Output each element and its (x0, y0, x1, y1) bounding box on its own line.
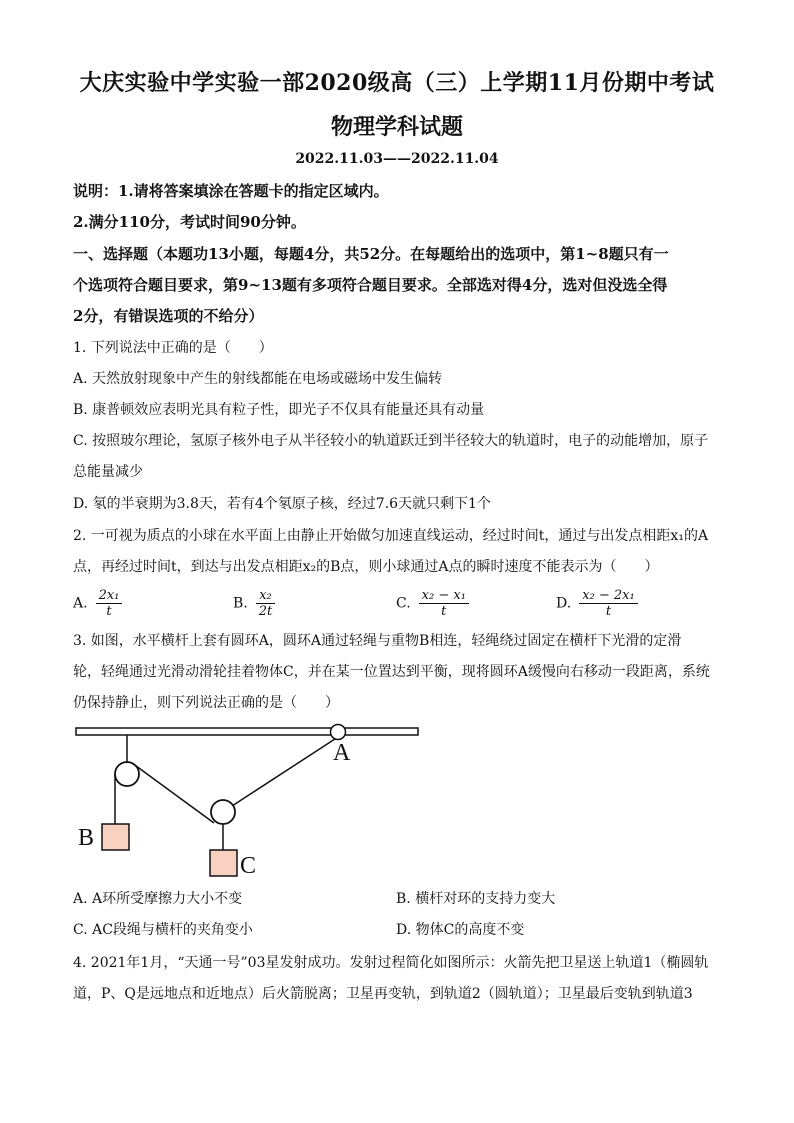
object-c (210, 850, 237, 876)
q2-option-b-fraction: $\frac{\text{x₂}}{2t}$ (256, 588, 276, 619)
q3-line-1: 3. 如图，水平横杆上套有圆环A，圆环A通过轻绳与重物B相连，轻绳绕过固定在横杆下光滑的定滑 (73, 633, 682, 649)
section-header-line-3: 2分，有错误选项的不给分） (73, 307, 264, 325)
q2-option-c-label: C. (396, 595, 411, 612)
q3-option-b: B. 横杆对环的支持力变大 (396, 891, 556, 907)
label-a: A (333, 740, 351, 766)
q2-option-c (396, 588, 469, 619)
rope-left (132, 763, 214, 823)
q2-line-2: 点，再经过时间t，到达与出发点相距x₂的B点，则小球通过A点的瞬时速度不能表示为（ ） (73, 559, 659, 575)
q3-line-2: 轮，轻绳通过光滑动滑轮挂着物体C，并在某一位置达到平衡，现将圆环A缓慢向右移动一段距离，系统 (73, 664, 710, 680)
horizontal-bar (76, 728, 418, 735)
q3-line-3: 仍保持静止，则下列说法正确的是（ ） (73, 695, 339, 711)
label-c: C (240, 853, 257, 879)
note-line-2: 2.满分110分，考试时间90分钟。 (73, 213, 306, 231)
q1-option-a: A. 天然放射现象中产生的射线都能在电场或磁场中发生偏转 (73, 371, 443, 387)
q4-line-1: 4. 2021年1月，“天通一号”03星发射成功。发射过程简化如图所示：火箭先把卫星送上轨道1（椭圆轨 (73, 955, 709, 971)
exam-title: 大庆实验中学实验一部2020级高（三）上学期11月份期中考试 (79, 70, 715, 96)
q1-option-c-line-1: C. 按照玻尔理论，氢原子核外电子从半径较小的轨道跃迁到半径较大的轨道时，电子的动能增加，原子 (73, 433, 709, 449)
q2-option-b (233, 588, 275, 619)
q3-option-a: A. A环所受摩擦力大小不变 (73, 891, 243, 907)
exam-subject: 物理学科试题 (330, 114, 463, 140)
section-header-line-1: 一、选择题（本题功13小题，每题4分，共52分。在每题给出的选项中，第1~8题只有一 (73, 245, 669, 263)
section-header-line-2: 个选项符合题目要求，第9~13题有多项符合题目要求。全部选对得4分，选对但没选全得 (73, 276, 668, 294)
movable-pulley (211, 800, 235, 824)
q1-option-d: D. 氡的半衰期为3.8天，若有4个氡原子核，经过7.6天就只剩下1个 (73, 496, 491, 512)
q1-option-b: B. 康普顿效应表明光具有粒子性，即光子不仅具有能量还具有动量 (73, 402, 485, 418)
ring-a (331, 725, 346, 740)
q4-line-2: 道，P、Q是远地点和近地点）后火箭脱离；卫星再变轨，到轨道2（圆轨道）；卫星最后变轨到轨道3 (73, 986, 693, 1002)
label-b: B (78, 825, 95, 851)
q2-option-a-fraction: $\frac{\text{2x₁}}{t}$ (96, 588, 123, 619)
q2-option-a (73, 588, 122, 619)
pulley-diagram (68, 712, 428, 887)
q2-option-d (556, 588, 638, 619)
exam-date: 2022.11.03——2022.11.04 (295, 151, 499, 167)
q2-option-d-fraction: $\frac{\text{x₂ − 2x₁}}{t}$ (579, 588, 638, 619)
q1-stem: 1. 下列说法中正确的是（ ） (73, 340, 273, 356)
q2-line-1: 2. 一可视为质点的小球在水平面上由静止开始做匀加速直线运动，经过时间t，通过与出发点相距x₁的A (73, 528, 709, 544)
q3-option-d: D. 物体C的高度不变 (396, 922, 525, 938)
q1-option-c-line-2: 总能量减少 (73, 464, 143, 480)
note-line-1: 说明：1.请将答案填涂在答题卡的指定区域内。 (73, 182, 389, 200)
rope-right (232, 737, 338, 806)
q3-option-c: C. AC段绳与横杆的夹角变小 (73, 922, 253, 938)
weight-b (102, 824, 129, 850)
q2-option-c-fraction: $\frac{\text{x₂ − x₁}}{t}$ (419, 588, 469, 619)
q2-option-d-label: D. (556, 595, 572, 612)
q2-option-a-label: A. (73, 595, 88, 612)
q2-option-b-label: B. (233, 595, 248, 612)
